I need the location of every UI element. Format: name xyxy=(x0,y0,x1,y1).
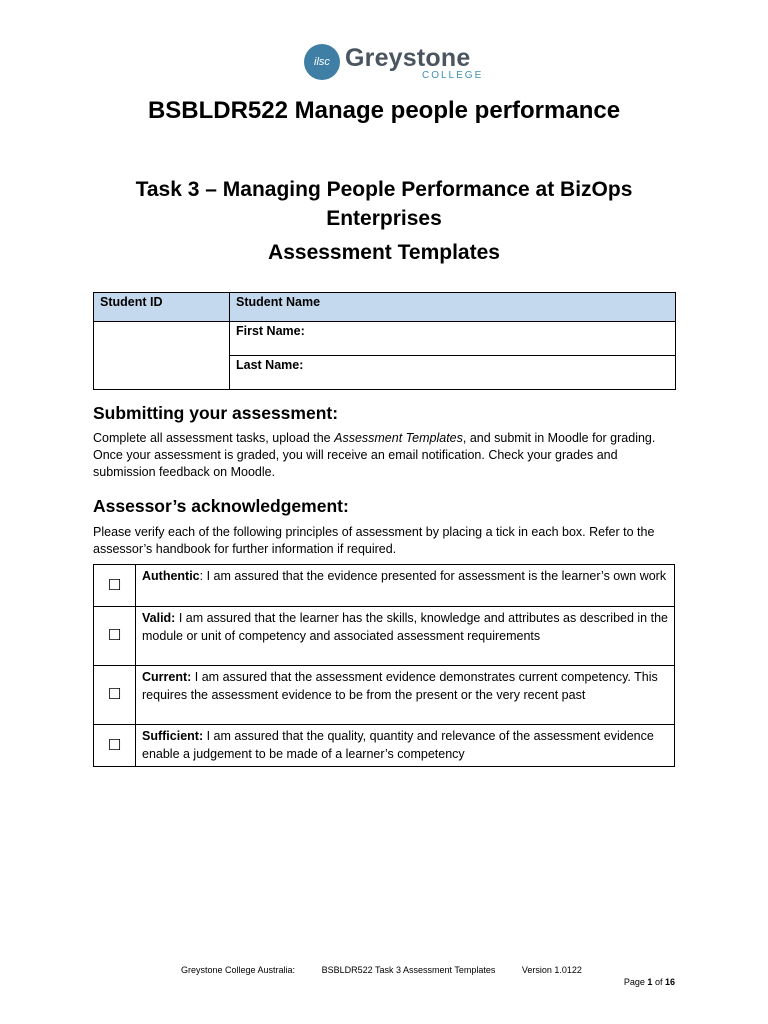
principle-row-authentic xyxy=(94,565,675,607)
student-details-table xyxy=(93,292,676,390)
principle-label: Valid: xyxy=(142,611,176,625)
page-number: Page 1 of 16 xyxy=(623,977,675,987)
logo-name: Greystone xyxy=(345,44,471,72)
first-name-field[interactable]: First Name: xyxy=(230,322,676,356)
principle-row-current xyxy=(94,666,675,725)
submitting-heading: Submitting your assessment: xyxy=(93,403,339,423)
footer-version: Version 1.0122 xyxy=(521,965,582,975)
valid-checkbox[interactable]: ☐ xyxy=(94,607,136,666)
principle-row-valid xyxy=(94,607,675,666)
task-title: Task 3 – Managing People Performance at BizOps Enterprises xyxy=(135,178,633,230)
acknowledgement-intro: Please verify each of the following principles of assessment by placing a tick in each box. Refer to the assessor’s handbook for further information if required. xyxy=(93,525,655,556)
current-checkbox[interactable]: ☐ xyxy=(94,666,136,725)
student-id-field[interactable] xyxy=(94,322,230,390)
footer-document: BSBLDR522 Task 3 Assessment Templates xyxy=(321,965,496,975)
sufficient-checkbox[interactable]: ☐ xyxy=(94,725,136,767)
document-title: BSBLDR522 Manage people performance xyxy=(147,97,621,124)
principle-text: : I am assured that the evidence presented for assessment is the learner’s own work xyxy=(199,569,667,583)
student-id-header: Student ID xyxy=(94,293,230,322)
logo-subtitle: COLLEGE xyxy=(422,70,484,81)
principle-row-sufficient xyxy=(94,725,675,767)
logo-badge: ilsc xyxy=(304,44,340,80)
college-logo xyxy=(304,44,484,84)
principle-label: Current: xyxy=(142,670,192,684)
principle-label: Authentic xyxy=(142,569,200,583)
principle-text: I am assured that the quality, quantity and relevance of the assessment evidence enable a judgement to be made of a learner’s competency xyxy=(142,729,654,761)
templates-title: Assessment Templates xyxy=(268,241,500,264)
assessment-templates-emphasis: Assessment Templates xyxy=(334,431,463,445)
last-name-field[interactable]: Last Name: xyxy=(230,356,676,390)
student-name-header: Student Name xyxy=(230,293,676,322)
acknowledgement-heading: Assessor’s acknowledgement: xyxy=(93,496,349,516)
submitting-text: Complete all assessment tasks, upload the Assessment Templates, and submit in Moodle for grading. Once your assessment is graded, you will receive an email notification. Check your grades and submission feedback on Moodle. xyxy=(93,431,656,479)
principle-text: I am assured that the learner has the skills, knowledge and attributes as described in the module or unit of competency and associated assessment requirements xyxy=(142,611,668,643)
principles-table xyxy=(93,564,675,767)
principle-text: I am assured that the assessment evidence demonstrates current competency. This requires the assessment evidence to be from the present or the very recent past xyxy=(142,670,658,702)
authentic-checkbox[interactable]: ☐ xyxy=(94,565,136,607)
footer-org: Greystone College Australia: xyxy=(181,965,296,975)
principle-label: Sufficient: xyxy=(142,729,204,743)
page-footer xyxy=(181,965,606,975)
